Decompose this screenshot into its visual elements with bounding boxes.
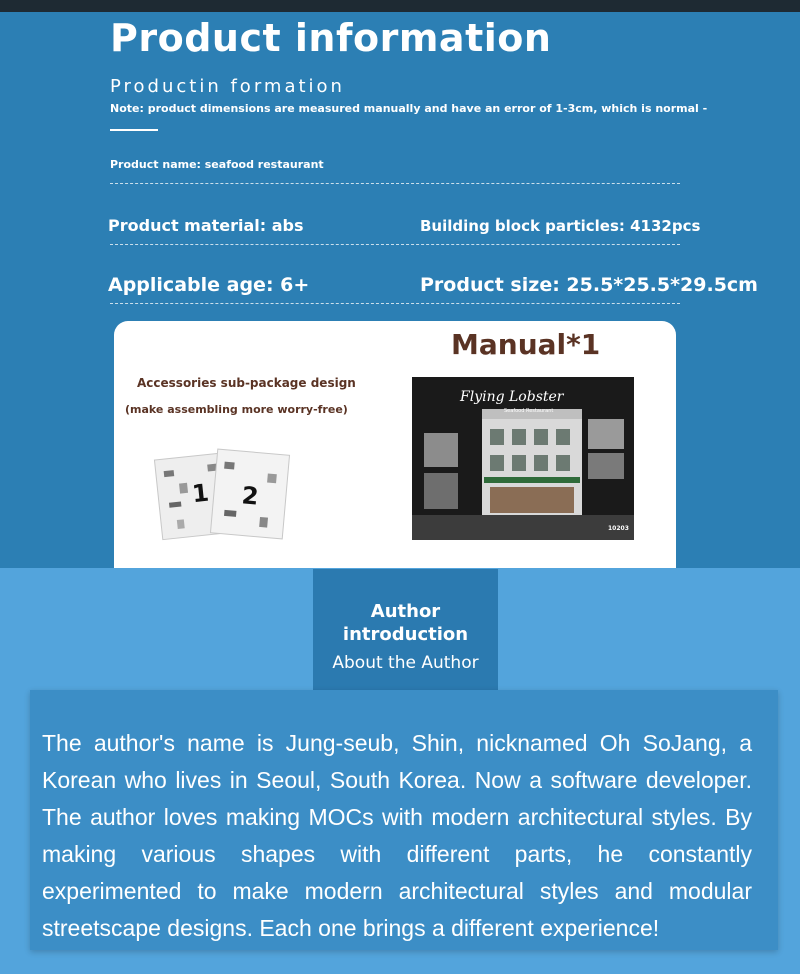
author-subheading: About the Author [332,653,479,673]
author-bio: The author's name is Jung-seub, Shin, nicknamed Oh SoJang, a Korean who lives in Seoul, South Korea. Now a software developer. The author loves making MOCs with modern architectural styles. By making various shapes with different parts, he constantly experimented to make modern architectural styles and modular streetscape designs. Each one brings a different experience! [42,730,752,941]
page-subtitle: Productin formation [110,76,345,97]
spec-age: Applicable age: 6+ [108,274,310,296]
instruction-manual-image [412,377,634,540]
spec-material: Product material: abs [108,216,304,235]
page-title: Product information [110,16,552,60]
accessories-subtitle: (make assembling more worry-free) [125,403,348,416]
box-caption: Seafood Restaurant [504,408,554,414]
dimension-note: Note: product dimensions are measured manually and have an error of 1-3cm, which is normal - [110,102,708,115]
accessories-title: Accessories sub-package design [137,376,356,390]
box-number: 10203 [608,525,629,532]
title-underline [110,129,158,131]
spec-size: Product size: 25.5*25.5*29.5cm [420,274,758,296]
divider [110,244,680,245]
sub-package-bags-image [150,442,294,544]
bag-number-2: 2 [240,481,260,511]
manual-title: Manual*1 [451,328,601,361]
bag-number-1: 1 [190,478,211,509]
author-heading: Author introduction [342,601,469,645]
divider [110,303,680,304]
top-bar [0,0,800,12]
divider [110,183,680,184]
box-script-title: Flying Lobster [460,389,564,405]
spec-product-name: Product name: seafood restaurant [110,158,324,171]
spec-particles: Building block particles: 4132pcs [420,217,701,235]
